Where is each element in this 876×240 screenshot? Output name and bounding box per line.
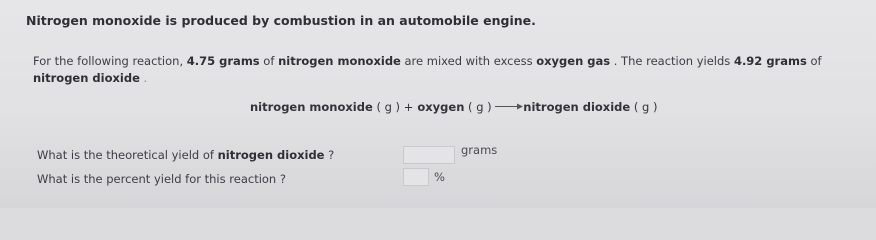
intro-text-4: . The reaction yields [610, 54, 734, 68]
percent-yield-input[interactable] [403, 168, 429, 186]
product-name: nitrogen dioxide [33, 71, 140, 85]
intro-text-5: of [806, 54, 822, 68]
intro-text-1: For the following reaction, [33, 54, 187, 68]
question-theoretical-yield [37, 148, 334, 162]
question-percent-yield: What is the percent yield for this reaction ? [37, 172, 286, 186]
plus-sign: + [403, 100, 414, 114]
intro-text-3: are mixed with excess [400, 54, 537, 68]
equation-reactant-1: nitrogen monoxide [250, 100, 373, 114]
grams-unit-label: grams [461, 143, 498, 157]
given-mass: 4.75 grams [186, 54, 260, 68]
question-1-prefix: What is the theoretical yield of [37, 148, 218, 162]
equation-state-3: ( g ) [630, 100, 658, 114]
reactant-name: nitrogen monoxide [278, 54, 401, 68]
intro-text-2: of [259, 54, 279, 68]
problem-heading: Nitrogen monoxide is produced by combustion in an automobile engine. [26, 13, 536, 28]
equation-state-1: ( g ) [372, 100, 404, 114]
intro-text-6: . [139, 71, 148, 85]
excess-reactant-name: oxygen gas [536, 54, 611, 68]
equation-product: nitrogen dioxide [523, 100, 631, 114]
theoretical-yield-input[interactable] [403, 146, 455, 164]
percent-unit-label: % [434, 170, 445, 184]
question-1-suffix: ? [324, 148, 335, 162]
equation-reactant-2: oxygen [413, 100, 465, 114]
reaction-arrow-icon [495, 102, 523, 111]
problem-statement [33, 53, 873, 87]
question-1-compound: nitrogen dioxide [217, 148, 325, 162]
actual-yield-mass: 4.92 grams [733, 54, 807, 68]
reaction-equation [250, 100, 657, 114]
equation-state-2: ( g ) [464, 100, 496, 114]
